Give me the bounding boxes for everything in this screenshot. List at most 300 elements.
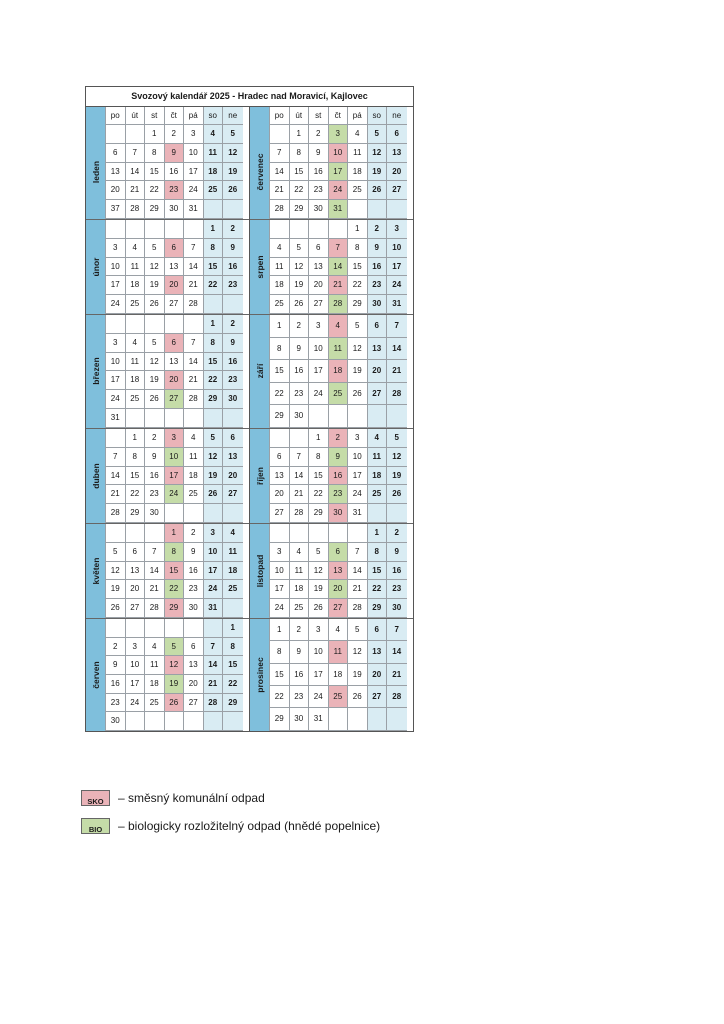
day-cell bbox=[184, 315, 204, 334]
day-cell: 5 bbox=[348, 619, 368, 641]
day-cell: 23 bbox=[329, 485, 349, 504]
day-cell: 2 bbox=[223, 220, 243, 239]
day-cell: 3 bbox=[106, 334, 126, 353]
day-cell: 28 bbox=[348, 599, 368, 618]
day-cell bbox=[387, 708, 407, 730]
day-cell: 26 bbox=[204, 485, 224, 504]
day-cell: 14 bbox=[387, 641, 407, 663]
week-row bbox=[106, 638, 243, 657]
day-cell: 9 bbox=[184, 543, 204, 562]
day-cell: 22 bbox=[270, 383, 290, 406]
day-cell bbox=[290, 429, 310, 448]
day-cell: 17 bbox=[126, 675, 146, 694]
day-cell bbox=[204, 295, 224, 314]
day-cell: 27 bbox=[223, 485, 243, 504]
day-cell: 2 bbox=[368, 220, 388, 239]
day-cell bbox=[145, 315, 165, 334]
day-cell: 15 bbox=[223, 656, 243, 675]
day-cell: 15 bbox=[368, 562, 388, 581]
day-cell: 9 bbox=[223, 334, 243, 353]
day-cell bbox=[368, 504, 388, 523]
day-cell: 2 bbox=[145, 429, 165, 448]
day-cell: 1 bbox=[309, 429, 329, 448]
day-cell: 16 bbox=[309, 163, 329, 182]
day-cell: 20 bbox=[270, 485, 290, 504]
month-name: březen bbox=[90, 357, 101, 386]
day-cell: 8 bbox=[223, 638, 243, 657]
day-cell: 11 bbox=[184, 448, 204, 467]
day-cell bbox=[348, 200, 368, 219]
day-cell: 26 bbox=[165, 694, 185, 713]
weekday-label: čt bbox=[329, 107, 349, 125]
month-block bbox=[86, 315, 249, 429]
day-cell: 14 bbox=[145, 562, 165, 581]
week-row bbox=[106, 125, 243, 144]
day-cell: 25 bbox=[329, 686, 349, 708]
day-cell: 10 bbox=[106, 258, 126, 277]
day-cell: 15 bbox=[145, 163, 165, 182]
day-cell bbox=[165, 409, 185, 428]
day-cell: 15 bbox=[309, 467, 329, 486]
day-cell: 10 bbox=[184, 144, 204, 163]
day-cell: 28 bbox=[204, 694, 224, 713]
month-block bbox=[250, 619, 413, 731]
day-cell: 26 bbox=[348, 383, 368, 406]
day-cell bbox=[145, 409, 165, 428]
month-header-spacer bbox=[86, 107, 106, 125]
day-cell: 4 bbox=[290, 543, 310, 562]
day-cell: 10 bbox=[106, 353, 126, 372]
day-cell: 31 bbox=[204, 599, 224, 618]
calendar-half-left bbox=[86, 107, 249, 731]
day-cell: 26 bbox=[309, 599, 329, 618]
day-cell bbox=[126, 125, 146, 144]
day-cell: 12 bbox=[223, 144, 243, 163]
day-cell: 6 bbox=[223, 429, 243, 448]
day-cell: 16 bbox=[387, 562, 407, 581]
week-row bbox=[270, 258, 407, 277]
day-cell: 21 bbox=[270, 181, 290, 200]
day-cell: 4 bbox=[126, 239, 146, 258]
day-cell: 2 bbox=[223, 315, 243, 334]
week-row bbox=[270, 708, 407, 730]
day-cell: 6 bbox=[368, 315, 388, 338]
day-cell: 30 bbox=[329, 504, 349, 523]
month-name: říjen bbox=[254, 466, 265, 485]
day-cell: 16 bbox=[223, 353, 243, 372]
day-cell: 22 bbox=[204, 276, 224, 295]
day-cell: 21 bbox=[184, 276, 204, 295]
day-cell: 8 bbox=[165, 543, 185, 562]
day-cell: 7 bbox=[290, 448, 310, 467]
day-cell: 10 bbox=[329, 144, 349, 163]
day-cell: 6 bbox=[106, 144, 126, 163]
day-cell: 9 bbox=[309, 144, 329, 163]
day-cell bbox=[329, 524, 349, 543]
day-cell: 6 bbox=[329, 543, 349, 562]
day-cell: 20 bbox=[223, 467, 243, 486]
day-cell: 30 bbox=[165, 200, 185, 219]
day-cell: 21 bbox=[204, 675, 224, 694]
day-cell: 4 bbox=[348, 125, 368, 144]
day-cell: 16 bbox=[290, 664, 310, 686]
day-cell: 37 bbox=[106, 200, 126, 219]
legend-text: – biologicky rozložitelný odpad (hnědé popelnice) bbox=[118, 819, 381, 833]
day-cell: 29 bbox=[126, 504, 146, 523]
day-cell: 27 bbox=[368, 686, 388, 708]
day-cell: 25 bbox=[145, 694, 165, 713]
month-name: listopad bbox=[254, 554, 265, 588]
day-cell bbox=[204, 200, 224, 219]
month-name: září bbox=[254, 364, 265, 379]
day-cell: 1 bbox=[270, 315, 290, 338]
day-cell: 24 bbox=[126, 694, 146, 713]
day-cell: 30 bbox=[290, 405, 310, 428]
week-row bbox=[106, 239, 243, 258]
day-cell: 21 bbox=[387, 664, 407, 686]
day-cell: 20 bbox=[126, 580, 146, 599]
day-cell: 1 bbox=[270, 619, 290, 641]
month-name: prosinec bbox=[254, 657, 265, 693]
day-cell: 7 bbox=[184, 334, 204, 353]
day-cell: 5 bbox=[223, 125, 243, 144]
legend-text: – směsný komunální odpad bbox=[118, 791, 265, 805]
week-row bbox=[270, 315, 407, 338]
day-cell: 24 bbox=[387, 276, 407, 295]
day-cell: 1 bbox=[145, 125, 165, 144]
day-cell bbox=[368, 405, 388, 428]
day-cell: 16 bbox=[106, 675, 126, 694]
day-cell: 13 bbox=[165, 258, 185, 277]
day-cell: 20 bbox=[106, 181, 126, 200]
day-cell: 4 bbox=[329, 619, 349, 641]
day-cell: 6 bbox=[184, 638, 204, 657]
week-row bbox=[106, 694, 243, 713]
day-cell: 8 bbox=[290, 144, 310, 163]
month-label-cell bbox=[86, 220, 106, 314]
week-row bbox=[270, 562, 407, 581]
weekday-label: ne bbox=[223, 107, 243, 125]
day-cell: 4 bbox=[126, 334, 146, 353]
day-cell bbox=[184, 220, 204, 239]
day-cell bbox=[126, 619, 146, 638]
day-cell: 28 bbox=[290, 504, 310, 523]
week-row bbox=[106, 562, 243, 581]
day-cell: 22 bbox=[165, 580, 185, 599]
day-cell bbox=[387, 405, 407, 428]
day-cell: 12 bbox=[145, 353, 165, 372]
week-row bbox=[106, 144, 243, 163]
day-cell: 14 bbox=[204, 656, 224, 675]
day-cell: 12 bbox=[204, 448, 224, 467]
day-cell: 11 bbox=[126, 258, 146, 277]
day-cell bbox=[309, 405, 329, 428]
day-cell: 6 bbox=[368, 619, 388, 641]
day-cell: 19 bbox=[223, 163, 243, 182]
calendar-grid bbox=[86, 107, 413, 731]
month-label-cell bbox=[86, 315, 106, 428]
day-cell: 23 bbox=[165, 181, 185, 200]
month-weeks bbox=[270, 125, 407, 219]
day-cell: 24 bbox=[106, 295, 126, 314]
day-cell: 14 bbox=[184, 353, 204, 372]
day-cell: 23 bbox=[290, 686, 310, 708]
day-cell: 18 bbox=[290, 580, 310, 599]
month-weeks bbox=[270, 524, 407, 618]
day-cell bbox=[223, 599, 243, 618]
day-cell bbox=[290, 220, 310, 239]
day-cell bbox=[348, 708, 368, 730]
day-cell: 26 bbox=[145, 390, 165, 409]
day-cell: 6 bbox=[270, 448, 290, 467]
week-row bbox=[106, 220, 243, 239]
day-cell: 3 bbox=[270, 543, 290, 562]
day-cell bbox=[223, 712, 243, 731]
day-cell: 19 bbox=[165, 675, 185, 694]
month-block bbox=[86, 125, 249, 220]
day-cell: 15 bbox=[165, 562, 185, 581]
month-name: červen bbox=[90, 661, 101, 689]
week-row bbox=[270, 580, 407, 599]
week-row bbox=[270, 641, 407, 663]
week-row bbox=[106, 429, 243, 448]
day-cell: 1 bbox=[368, 524, 388, 543]
day-cell: 8 bbox=[270, 338, 290, 361]
day-cell: 12 bbox=[348, 641, 368, 663]
day-cell: 26 bbox=[145, 295, 165, 314]
day-cell: 1 bbox=[204, 315, 224, 334]
day-cell: 17 bbox=[184, 163, 204, 182]
day-cell: 9 bbox=[223, 239, 243, 258]
day-cell: 20 bbox=[184, 675, 204, 694]
day-cell: 28 bbox=[184, 295, 204, 314]
day-cell: 14 bbox=[387, 338, 407, 361]
day-cell: 5 bbox=[106, 543, 126, 562]
day-cell bbox=[165, 712, 185, 731]
weekday-label: ne bbox=[387, 107, 407, 125]
month-weeks bbox=[270, 220, 407, 314]
day-cell: 16 bbox=[290, 360, 310, 383]
day-cell: 4 bbox=[329, 315, 349, 338]
day-cell: 21 bbox=[184, 371, 204, 390]
day-cell bbox=[165, 315, 185, 334]
month-name: květen bbox=[90, 557, 101, 585]
day-cell: 22 bbox=[223, 675, 243, 694]
day-cell: 8 bbox=[204, 239, 224, 258]
day-cell: 29 bbox=[270, 708, 290, 730]
month-label-cell bbox=[86, 125, 106, 219]
week-row bbox=[270, 163, 407, 182]
month-weeks bbox=[106, 429, 243, 523]
day-cell: 27 bbox=[126, 599, 146, 618]
month-weeks bbox=[270, 429, 407, 523]
week-row bbox=[270, 448, 407, 467]
calendar-title: Svozový kalendář 2025 - Hradec nad Moravicí, Kajlovec bbox=[86, 87, 413, 107]
day-cell: 18 bbox=[184, 467, 204, 486]
day-cell: 16 bbox=[165, 163, 185, 182]
day-cell: 13 bbox=[329, 562, 349, 581]
week-row bbox=[270, 220, 407, 239]
day-cell bbox=[270, 125, 290, 144]
weekday-label: út bbox=[290, 107, 310, 125]
day-cell: 30 bbox=[309, 200, 329, 219]
day-cell: 21 bbox=[145, 580, 165, 599]
day-cell: 2 bbox=[329, 429, 349, 448]
day-cell: 4 bbox=[184, 429, 204, 448]
day-cell: 2 bbox=[184, 524, 204, 543]
month-name: leden bbox=[90, 160, 101, 184]
day-cell: 3 bbox=[309, 315, 329, 338]
day-cell bbox=[270, 429, 290, 448]
day-cell: 11 bbox=[223, 543, 243, 562]
day-cell: 18 bbox=[348, 163, 368, 182]
day-cell bbox=[309, 524, 329, 543]
day-cell: 14 bbox=[348, 562, 368, 581]
day-cell: 31 bbox=[329, 200, 349, 219]
day-cell: 12 bbox=[106, 562, 126, 581]
day-cell: 30 bbox=[387, 599, 407, 618]
day-cell: 22 bbox=[204, 371, 224, 390]
month-block bbox=[250, 429, 413, 524]
day-cell bbox=[126, 315, 146, 334]
day-cell: 20 bbox=[165, 276, 185, 295]
day-cell: 11 bbox=[145, 656, 165, 675]
day-cell: 18 bbox=[204, 163, 224, 182]
day-cell bbox=[290, 524, 310, 543]
day-cell: 9 bbox=[165, 144, 185, 163]
day-cell: 27 bbox=[165, 295, 185, 314]
day-cell: 19 bbox=[290, 276, 310, 295]
day-cell bbox=[204, 409, 224, 428]
week-row bbox=[106, 315, 243, 334]
day-cell: 22 bbox=[290, 181, 310, 200]
month-block bbox=[86, 524, 249, 619]
day-cell: 16 bbox=[145, 467, 165, 486]
day-cell bbox=[106, 524, 126, 543]
day-cell: 17 bbox=[106, 276, 126, 295]
day-cell: 18 bbox=[126, 276, 146, 295]
day-cell: 24 bbox=[329, 181, 349, 200]
day-cell: 29 bbox=[204, 390, 224, 409]
day-cell: 22 bbox=[270, 686, 290, 708]
day-cell: 7 bbox=[387, 315, 407, 338]
day-cell: 20 bbox=[165, 371, 185, 390]
day-cell: 23 bbox=[368, 276, 388, 295]
day-cell: 8 bbox=[270, 641, 290, 663]
month-label-cell bbox=[250, 619, 270, 731]
day-cell: 15 bbox=[290, 163, 310, 182]
day-cell bbox=[165, 504, 185, 523]
weekday-label: út bbox=[126, 107, 146, 125]
day-cell: 28 bbox=[184, 390, 204, 409]
day-cell: 23 bbox=[223, 276, 243, 295]
week-row bbox=[270, 200, 407, 219]
legend-swatch-bio: BIO bbox=[81, 818, 110, 834]
week-row bbox=[270, 125, 407, 144]
weekday-label: čt bbox=[165, 107, 185, 125]
day-cell: 22 bbox=[145, 181, 165, 200]
week-row bbox=[106, 448, 243, 467]
day-cell: 9 bbox=[145, 448, 165, 467]
month-block bbox=[250, 315, 413, 429]
day-cell: 29 bbox=[309, 504, 329, 523]
weekday-label: st bbox=[309, 107, 329, 125]
day-cell: 10 bbox=[204, 543, 224, 562]
day-cell: 10 bbox=[309, 338, 329, 361]
day-cell: 16 bbox=[329, 467, 349, 486]
day-cell: 2 bbox=[106, 638, 126, 657]
day-cell: 8 bbox=[145, 144, 165, 163]
month-block bbox=[250, 125, 413, 220]
day-cell bbox=[145, 712, 165, 731]
day-cell: 25 bbox=[270, 295, 290, 314]
weekday-header bbox=[86, 107, 249, 125]
day-cell bbox=[270, 524, 290, 543]
day-cell: 24 bbox=[309, 686, 329, 708]
day-cell bbox=[184, 504, 204, 523]
day-cell: 9 bbox=[290, 641, 310, 663]
day-cell: 28 bbox=[145, 599, 165, 618]
day-cell bbox=[165, 220, 185, 239]
day-cell: 31 bbox=[184, 200, 204, 219]
day-cell: 19 bbox=[204, 467, 224, 486]
day-cell: 17 bbox=[165, 467, 185, 486]
day-cell: 26 bbox=[387, 485, 407, 504]
day-cell: 11 bbox=[126, 353, 146, 372]
month-label-cell bbox=[250, 125, 270, 219]
day-cell: 28 bbox=[126, 200, 146, 219]
day-cell: 30 bbox=[368, 295, 388, 314]
day-cell: 23 bbox=[309, 181, 329, 200]
week-row bbox=[270, 338, 407, 361]
day-cell: 5 bbox=[368, 125, 388, 144]
day-cell: 20 bbox=[368, 664, 388, 686]
day-cell bbox=[106, 429, 126, 448]
day-cell: 7 bbox=[348, 543, 368, 562]
day-cell: 30 bbox=[290, 708, 310, 730]
weekday-header bbox=[250, 107, 413, 125]
month-weeks bbox=[270, 315, 407, 428]
day-cell: 25 bbox=[348, 181, 368, 200]
week-row bbox=[270, 619, 407, 641]
day-cell: 18 bbox=[270, 276, 290, 295]
day-cell: 12 bbox=[165, 656, 185, 675]
month-label-cell bbox=[86, 524, 106, 618]
month-weeks bbox=[106, 125, 243, 219]
day-cell: 8 bbox=[348, 239, 368, 258]
day-cell: 16 bbox=[184, 562, 204, 581]
day-cell: 29 bbox=[223, 694, 243, 713]
day-cell: 13 bbox=[309, 258, 329, 277]
day-cell bbox=[126, 409, 146, 428]
week-row bbox=[270, 383, 407, 406]
day-cell bbox=[348, 524, 368, 543]
day-cell: 11 bbox=[270, 258, 290, 277]
day-cell: 7 bbox=[126, 144, 146, 163]
day-cell: 1 bbox=[204, 220, 224, 239]
day-cell: 19 bbox=[348, 664, 368, 686]
day-cell: 8 bbox=[204, 334, 224, 353]
day-cell: 25 bbox=[126, 295, 146, 314]
day-cell bbox=[204, 504, 224, 523]
day-cell: 17 bbox=[309, 360, 329, 383]
month-label-cell bbox=[250, 220, 270, 314]
day-cell: 12 bbox=[309, 562, 329, 581]
day-cell: 13 bbox=[223, 448, 243, 467]
day-cell: 3 bbox=[387, 220, 407, 239]
week-row bbox=[106, 504, 243, 523]
day-cell bbox=[145, 619, 165, 638]
